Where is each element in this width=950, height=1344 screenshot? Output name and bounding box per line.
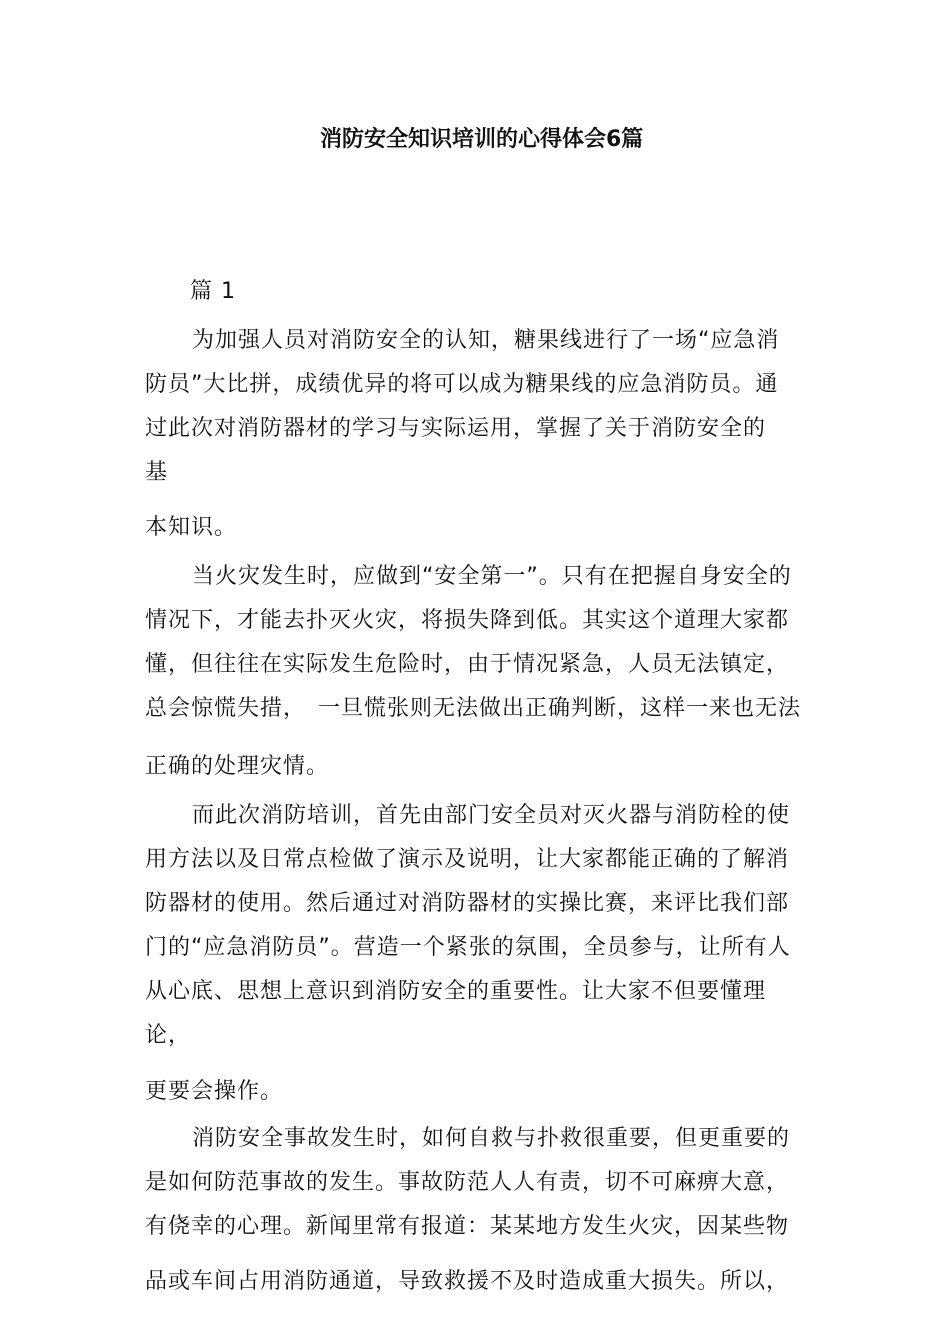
section-heading: 篇 1 [190,279,236,304]
paragraph-line: 而此次消防培训，首先由部门安全员对灭火器与消防栓的使 [192,803,791,828]
paragraph-line: 本知识。 [145,515,238,540]
paragraph-line: 情况下，才能去扑灭火灾，将损失降到低。其实这个道理大家都 [145,608,790,633]
paragraph-line: 懂，但往往在实际发生危险时，由于情况紧急，人员无法镇定， [145,652,790,677]
paragraph-line: 当火灾发生时，应做到“安全第一”。只有在把握自身安全的 [192,564,792,589]
paragraph-line: 有侥幸的心理。新闻里常有报道：某某地方发生火灾，因某些物 [145,1214,790,1239]
paragraph-line: 门的“应急消防员”。营造一个紧张的氛围，全员参与，让所有人 [145,935,791,960]
paragraph-line: 从心底、思想上意识到消防安全的重要性。让大家不但要懂理 [145,979,767,1004]
paragraph-line: 总会惊慌失措， 一旦慌张则无法做出正确判断，这样一来也无法 [145,696,802,721]
paragraph-line: 是如何防范事故的发生。事故防范人人有责，切不可麻痹大意， [145,1170,790,1195]
paragraph-line: 用方法以及日常点检做了演示及说明，让大家都能正确的了解消 [145,847,790,872]
paragraph-line: 防员”大比拼，成绩优异的将可以成为糖果线的应急消防员。通 [145,372,779,397]
paragraph-line: 消防安全事故发生时，如何自救与扑救很重要，但更重要的 [192,1126,791,1151]
document-title: 消防安全知识培训的心得体会6篇 [320,127,644,152]
paragraph-line: 论， [145,1023,192,1048]
paragraph-line: 为加强人员对消防安全的认知，糖果线进行了一场“应急消 [192,328,780,353]
paragraph-line: 品或车间占用消防通道，导致救援不及时造成重大损失。所以， [145,1269,790,1294]
paragraph-line: 过此次对消防器材的学习与实际运用，掌握了关于消防安全的 [145,416,767,441]
paragraph-line: 更要会操作。 [145,1079,284,1104]
paragraph-line: 基 [145,460,169,485]
paragraph-line: 防器材的使用。然后通过对消防器材的实操比赛，来评比我们部 [145,891,790,916]
paragraph-line: 正确的处理灾情。 [145,754,330,779]
